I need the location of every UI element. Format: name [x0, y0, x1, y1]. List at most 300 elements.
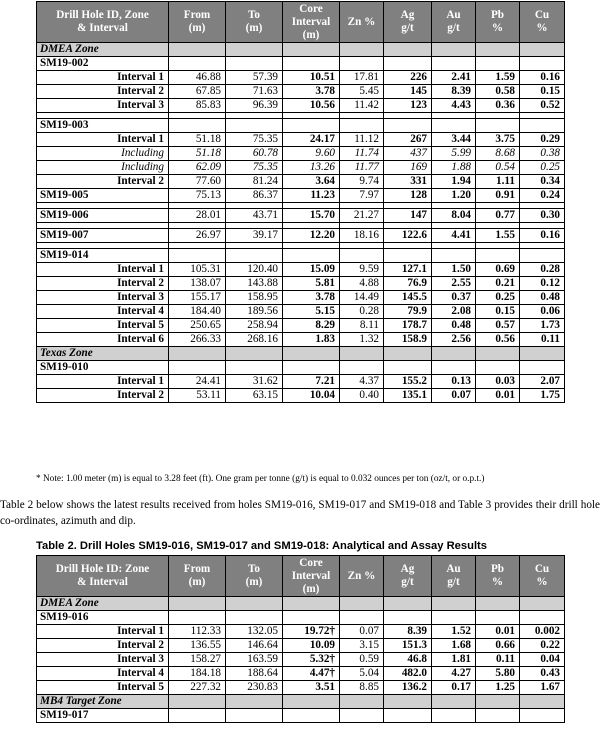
value-cu: 0.16 — [520, 71, 565, 85]
value-core-interval: 10.51 — [283, 71, 340, 85]
value-pb: 0.36 — [476, 99, 520, 113]
value-cu: 0.06 — [520, 305, 565, 319]
value-cu: 1.73 — [520, 319, 565, 333]
header-pb-line: Pb — [490, 9, 505, 21]
value-from: 67.85 — [169, 85, 226, 99]
value-zn: 11.12 — [340, 133, 384, 147]
zone-empty-cell — [340, 695, 384, 709]
value-to: 43.71 — [226, 209, 283, 223]
value-core-interval: 24.17 — [283, 133, 340, 147]
value-from — [169, 709, 226, 723]
value-ag — [384, 57, 432, 71]
value-pb: 0.15 — [476, 305, 520, 319]
header-au-line: Au — [446, 563, 461, 575]
value-to: 75.35 — [226, 161, 283, 175]
value-core-interval: 10.09 — [283, 639, 340, 653]
value-to — [226, 57, 283, 71]
value-au: 1.50 — [432, 263, 476, 277]
value-ag: 122.6 — [384, 229, 432, 243]
header-cu-line: Cu — [534, 9, 550, 21]
value-core-interval: 4.47† — [283, 667, 340, 681]
interval-label: Interval 3 — [37, 99, 169, 113]
value-core-interval: 15.09 — [283, 263, 340, 277]
value-zn — [340, 249, 384, 263]
header-to-line: To — [247, 9, 261, 21]
value-to: 143.88 — [226, 277, 283, 291]
header-ag-line: Ag — [400, 9, 415, 21]
interval-label: Interval 3 — [37, 291, 169, 305]
value-ag: 127.1 — [384, 263, 432, 277]
value-from: 28.01 — [169, 209, 226, 223]
drill-hole-row — [37, 361, 565, 375]
interval-row — [37, 333, 565, 347]
interval-label: Interval 1 — [37, 71, 169, 85]
header-to-line: (m) — [245, 22, 263, 34]
header-from-line: From — [183, 563, 211, 575]
value-core-interval: 3.78 — [283, 291, 340, 305]
value-zn: 5.04 — [340, 667, 384, 681]
header-id-line: Drill Hole ID, Zone — [56, 9, 149, 21]
value-pb: 1.25 — [476, 681, 520, 695]
value-ag: 46.8 — [384, 653, 432, 667]
value-cu — [520, 57, 565, 71]
interval-row — [37, 625, 565, 639]
value-au: 4.43 — [432, 99, 476, 113]
value-zn — [340, 611, 384, 625]
value-to: 63.15 — [226, 389, 283, 403]
value-from: 112.33 — [169, 625, 226, 639]
zone-label: DMEA Zone — [37, 43, 169, 57]
value-zn: 5.45 — [340, 85, 384, 99]
value-from: 51.18 — [169, 147, 226, 161]
value-ag — [384, 611, 432, 625]
zone-empty-cell — [432, 347, 476, 361]
value-ag: 79.9 — [384, 305, 432, 319]
value-pb: 0.77 — [476, 209, 520, 223]
value-zn: 0.40 — [340, 389, 384, 403]
intro-paragraph: Table 2 below shows the latest results received from holes SM19-016, SM19-017 and SM19-018 and Table 3 provides their drill hole co-ordinates, azimuth and dip. — [0, 499, 600, 527]
zone-empty-cell — [169, 695, 226, 709]
value-cu: 0.15 — [520, 85, 565, 99]
value-pb: 0.56 — [476, 333, 520, 347]
value-pb — [476, 249, 520, 263]
interval-row — [37, 291, 565, 305]
drill-hole-row — [37, 229, 565, 243]
including-row — [37, 161, 565, 175]
value-au — [432, 611, 476, 625]
value-au — [432, 119, 476, 133]
value-pb — [476, 611, 520, 625]
value-pb: 5.80 — [476, 667, 520, 681]
header-au-line: g/t — [447, 576, 460, 588]
value-cu — [520, 119, 565, 133]
zone-empty-cell — [384, 347, 432, 361]
interval-row — [37, 375, 565, 389]
drill-hole-id: SM19-010 — [37, 361, 169, 375]
assay-table-1 — [36, 1, 565, 403]
value-zn: 0.07 — [340, 625, 384, 639]
value-ag: 145.5 — [384, 291, 432, 305]
interval-label: Interval 6 — [37, 333, 169, 347]
value-cu: 1.67 — [520, 681, 565, 695]
zone-row — [37, 695, 565, 709]
value-ag: 145 — [384, 85, 432, 99]
drill-hole-id: SM19-016 — [37, 611, 169, 625]
value-from: 62.09 — [169, 161, 226, 175]
value-pb — [476, 361, 520, 375]
value-to: 230.83 — [226, 681, 283, 695]
value-zn: 18.16 — [340, 229, 384, 243]
zone-empty-cell — [283, 597, 340, 611]
assay-table-2 — [36, 555, 565, 723]
value-pb: 0.66 — [476, 639, 520, 653]
value-au: 4.41 — [432, 229, 476, 243]
value-core-interval: 5.32† — [283, 653, 340, 667]
header-ag-line: g/t — [401, 576, 414, 588]
interval-row — [37, 667, 565, 681]
drill-hole-row — [37, 57, 565, 71]
value-to: 75.35 — [226, 133, 283, 147]
interval-row — [37, 305, 565, 319]
value-from: 46.88 — [169, 71, 226, 85]
value-cu: 2.07 — [520, 375, 565, 389]
value-core-interval — [283, 709, 340, 723]
header-au-line: Au — [446, 9, 461, 21]
value-ag: 135.1 — [384, 389, 432, 403]
header-core-line: Interval — [291, 569, 331, 582]
header-pb — [476, 556, 520, 597]
value-cu: 0.43 — [520, 667, 565, 681]
interval-label: Interval 2 — [37, 639, 169, 653]
value-to: 268.16 — [226, 333, 283, 347]
zone-empty-cell — [340, 347, 384, 361]
value-au: 0.13 — [432, 375, 476, 389]
value-from: 85.83 — [169, 99, 226, 113]
value-cu — [520, 611, 565, 625]
value-from: 53.11 — [169, 389, 226, 403]
unit-conversion-note: * Note: 1.00 meter (m) is equal to 3.28 feet (ft). One gram per tonne (g/t) is equal to 0.032 ounces per ton (oz/t, or o.p.t.) — [36, 474, 485, 484]
value-from: 26.97 — [169, 229, 226, 243]
value-core-interval: 5.81 — [283, 277, 340, 291]
value-pb: 0.01 — [476, 389, 520, 403]
header-core-line: Interval — [291, 15, 331, 28]
value-to: 146.64 — [226, 639, 283, 653]
interval-label: Interval 2 — [37, 175, 169, 189]
value-core-interval: 10.56 — [283, 99, 340, 113]
value-core-interval: 1.83 — [283, 333, 340, 347]
value-au: 2.41 — [432, 71, 476, 85]
interval-label: Interval 5 — [37, 681, 169, 695]
value-ag: 151.3 — [384, 639, 432, 653]
value-zn: 1.32 — [340, 333, 384, 347]
header-id — [37, 2, 169, 43]
zone-empty-cell — [226, 43, 283, 57]
value-core-interval: 10.04 — [283, 389, 340, 403]
zone-empty-cell — [169, 597, 226, 611]
value-ag: 437 — [384, 147, 432, 161]
header-au-line: g/t — [447, 22, 460, 34]
zone-empty-cell — [226, 695, 283, 709]
header-row — [37, 556, 565, 597]
value-cu: 0.16 — [520, 229, 565, 243]
header-core-line: Core — [299, 2, 323, 15]
assay-table-2-header — [37, 556, 565, 597]
zone-empty-cell — [283, 43, 340, 57]
header-to-line: To — [247, 563, 261, 575]
header-id-line: & Interval — [77, 22, 128, 34]
interval-label: Interval 2 — [37, 85, 169, 99]
value-cu: 0.12 — [520, 277, 565, 291]
header-pb — [476, 2, 520, 43]
value-from — [169, 361, 226, 375]
value-zn — [340, 709, 384, 723]
value-core-interval — [283, 361, 340, 375]
value-from: 184.40 — [169, 305, 226, 319]
header-core-line: (m) — [302, 28, 320, 41]
value-zn — [340, 119, 384, 133]
value-core-interval: 5.15 — [283, 305, 340, 319]
value-core-interval: 13.26 — [283, 161, 340, 175]
header-cu-line: % — [536, 22, 548, 34]
value-from — [169, 119, 226, 133]
value-ag — [384, 119, 432, 133]
value-to: 57.39 — [226, 71, 283, 85]
header-cu — [520, 556, 565, 597]
value-to: 31.62 — [226, 375, 283, 389]
value-core-interval: 3.78 — [283, 85, 340, 99]
header-core-line: (m) — [302, 582, 320, 595]
header-core-line: Core — [299, 556, 323, 569]
value-au: 5.99 — [432, 147, 476, 161]
value-pb — [476, 119, 520, 133]
value-zn: 11.74 — [340, 147, 384, 161]
value-ag: 169 — [384, 161, 432, 175]
value-ag: 76.9 — [384, 277, 432, 291]
value-to: 132.05 — [226, 625, 283, 639]
value-core-interval: 15.70 — [283, 209, 340, 223]
interval-row — [37, 71, 565, 85]
value-au: 3.44 — [432, 133, 476, 147]
value-zn: 4.37 — [340, 375, 384, 389]
value-to: 81.24 — [226, 175, 283, 189]
drill-hole-row — [37, 119, 565, 133]
value-to: 188.64 — [226, 667, 283, 681]
value-to — [226, 249, 283, 263]
value-zn: 0.59 — [340, 653, 384, 667]
zone-empty-cell — [226, 347, 283, 361]
value-to — [226, 709, 283, 723]
value-au: 2.56 — [432, 333, 476, 347]
value-au: 1.81 — [432, 653, 476, 667]
header-from-line: (m) — [188, 22, 206, 34]
value-from: 227.32 — [169, 681, 226, 695]
drill-hole-row — [37, 611, 565, 625]
value-core-interval: 9.60 — [283, 147, 340, 161]
interval-label: Including — [37, 147, 169, 161]
value-zn: 9.59 — [340, 263, 384, 277]
value-cu — [520, 709, 565, 723]
header-ag-line: Ag — [400, 563, 415, 575]
value-from: 266.33 — [169, 333, 226, 347]
interval-row — [37, 653, 565, 667]
drill-hole-id: SM19-014 — [37, 249, 169, 263]
value-pb: 0.11 — [476, 653, 520, 667]
header-zn — [340, 2, 384, 43]
interval-label: Interval 1 — [37, 375, 169, 389]
value-pb: 0.57 — [476, 319, 520, 333]
value-au — [432, 249, 476, 263]
value-cu: 0.52 — [520, 99, 565, 113]
value-cu: 0.38 — [520, 147, 565, 161]
value-from: 184.18 — [169, 667, 226, 681]
interval-row — [37, 389, 565, 403]
zone-empty-cell — [340, 597, 384, 611]
value-cu: 0.25 — [520, 161, 565, 175]
zone-label: DMEA Zone — [37, 597, 169, 611]
table-2-caption: Table 2. Drill Holes SM19-016, SM19-017 and SM19-018: Analytical and Assay Results — [36, 540, 487, 552]
value-pb: 1.59 — [476, 71, 520, 85]
header-to — [226, 556, 283, 597]
value-to: 163.59 — [226, 653, 283, 667]
value-to: 158.95 — [226, 291, 283, 305]
value-from: 155.17 — [169, 291, 226, 305]
value-to: 120.40 — [226, 263, 283, 277]
value-cu: 0.30 — [520, 209, 565, 223]
value-from: 77.60 — [169, 175, 226, 189]
interval-label: Interval 2 — [37, 277, 169, 291]
interval-label: Interval 5 — [37, 319, 169, 333]
zone-empty-cell — [476, 43, 520, 57]
header-ag — [384, 2, 432, 43]
value-au: 0.17 — [432, 681, 476, 695]
header-id — [37, 556, 169, 597]
value-pb: 0.58 — [476, 85, 520, 99]
value-au: 0.37 — [432, 291, 476, 305]
header-zn-line: Zn % — [347, 15, 376, 28]
value-cu: 0.29 — [520, 133, 565, 147]
zone-empty-cell — [476, 347, 520, 361]
value-zn: 21.27 — [340, 209, 384, 223]
zone-empty-cell — [226, 597, 283, 611]
value-to — [226, 119, 283, 133]
value-au — [432, 361, 476, 375]
value-core-interval: 11.23 — [283, 189, 340, 203]
header-core — [283, 556, 340, 597]
zone-row — [37, 597, 565, 611]
zone-empty-cell — [520, 43, 565, 57]
value-from: 136.55 — [169, 639, 226, 653]
value-au: 8.39 — [432, 85, 476, 99]
value-ag: 123 — [384, 99, 432, 113]
value-from: 158.27 — [169, 653, 226, 667]
value-ag: 226 — [384, 71, 432, 85]
value-core-interval: 8.29 — [283, 319, 340, 333]
value-to: 39.17 — [226, 229, 283, 243]
value-zn: 8.85 — [340, 681, 384, 695]
zone-empty-cell — [432, 597, 476, 611]
value-pb: 0.91 — [476, 189, 520, 203]
interval-row — [37, 133, 565, 147]
value-cu: 0.11 — [520, 333, 565, 347]
value-zn: 7.97 — [340, 189, 384, 203]
interval-row — [37, 681, 565, 695]
value-ag — [384, 709, 432, 723]
interval-row — [37, 175, 565, 189]
value-cu: 0.04 — [520, 653, 565, 667]
value-cu: 0.48 — [520, 291, 565, 305]
interval-row — [37, 277, 565, 291]
header-pb-line: % — [491, 576, 504, 588]
header-zn-line: Zn % — [347, 569, 376, 582]
interval-row — [37, 639, 565, 653]
zone-empty-cell — [432, 43, 476, 57]
value-au: 2.08 — [432, 305, 476, 319]
header-to-line: (m) — [245, 576, 263, 588]
value-ag: 155.2 — [384, 375, 432, 389]
header-ag — [384, 556, 432, 597]
value-core-interval — [283, 119, 340, 133]
value-ag — [384, 361, 432, 375]
header-id-line: Drill Hole ID: Zone — [55, 563, 150, 575]
value-cu: 0.28 — [520, 263, 565, 277]
interval-label: Interval 1 — [37, 625, 169, 639]
value-au — [432, 709, 476, 723]
zone-empty-cell — [283, 695, 340, 709]
header-cu — [520, 2, 565, 43]
header-row — [37, 2, 565, 43]
zone-row — [37, 43, 565, 57]
header-ag-line: g/t — [401, 22, 414, 34]
header-id-line: & Interval — [77, 576, 128, 588]
value-au: 1.88 — [432, 161, 476, 175]
value-from — [169, 249, 226, 263]
value-zn: 14.49 — [340, 291, 384, 305]
interval-label: Interval 4 — [37, 667, 169, 681]
zone-empty-cell — [432, 695, 476, 709]
assay-table-1-header — [37, 2, 565, 43]
zone-empty-cell — [169, 347, 226, 361]
header-core — [283, 2, 340, 43]
value-core-interval: 3.64 — [283, 175, 340, 189]
value-from: 51.18 — [169, 133, 226, 147]
value-au: 0.48 — [432, 319, 476, 333]
value-cu: 0.002 — [520, 625, 565, 639]
value-au: 1.68 — [432, 639, 476, 653]
drill-hole-id: SM19-007 — [37, 229, 169, 243]
value-au: 0.07 — [432, 389, 476, 403]
interval-label: Including — [37, 161, 169, 175]
value-ag: 128 — [384, 189, 432, 203]
value-zn: 4.88 — [340, 277, 384, 291]
header-zn — [340, 556, 384, 597]
assay-table-1-body — [37, 43, 565, 403]
zone-empty-cell — [476, 597, 520, 611]
interval-label: Interval 1 — [37, 263, 169, 277]
value-zn: 8.11 — [340, 319, 384, 333]
value-pb: 8.68 — [476, 147, 520, 161]
zone-empty-cell — [384, 43, 432, 57]
value-ag: 482.0 — [384, 667, 432, 681]
value-to: 60.78 — [226, 147, 283, 161]
zone-empty-cell — [340, 43, 384, 57]
drill-hole-id: SM19-017 — [37, 709, 169, 723]
zone-empty-cell — [169, 43, 226, 57]
value-zn — [340, 57, 384, 71]
value-pb — [476, 709, 520, 723]
interval-row — [37, 85, 565, 99]
header-from-line: (m) — [188, 576, 206, 588]
interval-row — [37, 319, 565, 333]
